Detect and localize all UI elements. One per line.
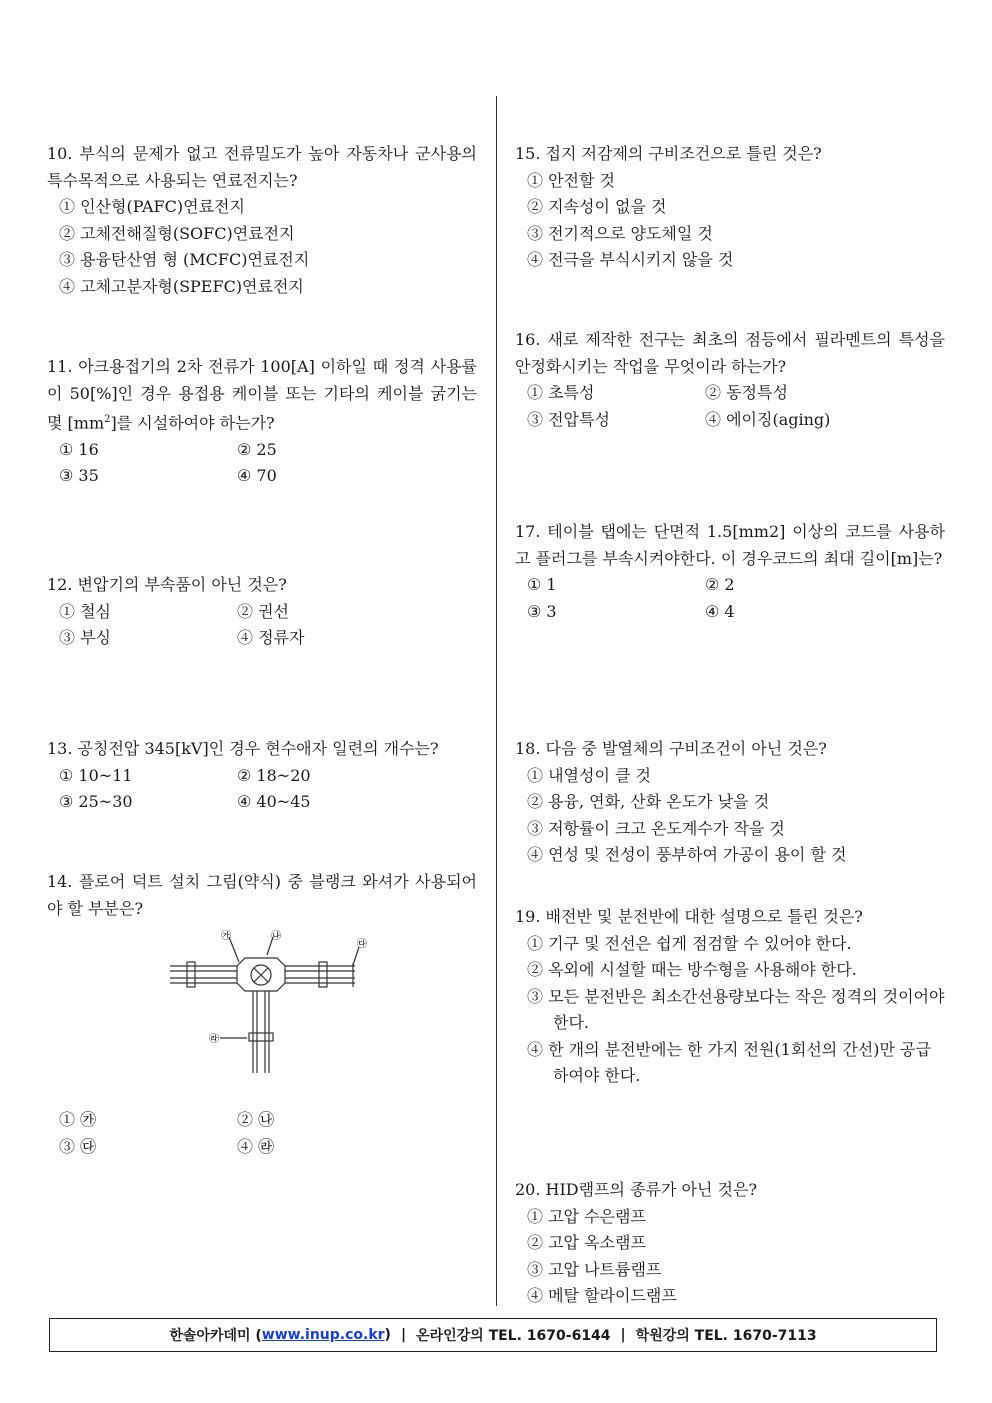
q13-option-2: ② 18~20 (237, 765, 311, 785)
q14-option-4: ④ ㉱ (237, 1136, 275, 1156)
question-19-stem: 19. 배전반 및 분전반에 대한 설명으로 틀린 것은? (515, 907, 863, 926)
q10-option-4: ④ 고체고분자형(SPEFC)연료전지 (59, 276, 304, 296)
q17-option-1: ① 1 (527, 575, 557, 594)
q17-option-3: ③ 3 (527, 601, 557, 621)
question-12 (47, 572, 477, 652)
q13-option-4: ④ 40~45 (237, 792, 311, 811)
q20-option-3: ③ 고압 나트륨램프 (527, 1259, 662, 1279)
question-14-stem: 14. 플로어 덕트 설치 그림(약식) 중 블랭크 와셔가 사용되어야 할 부분은? (47, 872, 477, 918)
footer-academy: 한솔아카데미 ( (169, 1328, 262, 1344)
q14-options-row-1 (47, 1107, 477, 1134)
question-14-options (47, 1107, 477, 1160)
q14-option-1: ① ㉮ (59, 1110, 97, 1129)
fig-label-na: ㉯ (271, 931, 281, 942)
q15-option-2: ② 지속성이 없을 것 (527, 197, 667, 216)
q12-option-4: ④ 정류자 (237, 628, 305, 647)
q16-option-1: ① 초특성 (527, 383, 595, 402)
fig-label-ra: ㉱ (209, 1034, 219, 1045)
question-16-stem: 16. 새로 제작한 전구는 최초의 점등에서 필라멘트의 특성을 안정화시키는 작업을 무엇이라 하는가? (515, 330, 945, 376)
q12-option-2: ② 권선 (237, 601, 289, 621)
q14-option-2: ② ㉯ (237, 1110, 275, 1129)
q19-option-4: ④ 한 개의 분전반에는 한 가지 전원(1회선의 간선)만 공급하여야 한다. (527, 1039, 931, 1085)
q20-option-2: ② 고압 옥소램프 (527, 1233, 646, 1252)
q11-option-2: ② 25 (237, 439, 277, 459)
q18-option-1: ① 내열성이 클 것 (527, 765, 651, 785)
question-19 (515, 904, 945, 1090)
q11-option-3: ③ 35 (59, 466, 99, 486)
q16-options-row-1 (515, 380, 945, 407)
question-18-stem: 18. 다음 중 발열체의 구비조건이 아닌 것은? (515, 739, 827, 758)
q18-option-3: ③ 저항률이 크고 온도계수가 작을 것 (527, 818, 785, 838)
q20-option-1: ① 고압 수은램프 (527, 1206, 646, 1226)
q11-option-4: ④ 70 (237, 466, 277, 486)
question-15-stem: 15. 접지 저감제의 구비조건으로 틀린 것은? (515, 144, 822, 163)
q14-options-row-2 (47, 1134, 477, 1161)
question-17-stem: 17. 테이블 탭에는 단면적 1.5[mm2] 이상의 코드를 사용하고 플러그를 부속시켜야한다. 이 경우코드의 최대 길이[m]는? (515, 522, 945, 568)
q13-options-row-1 (47, 763, 477, 790)
q17-options-row-2 (515, 599, 945, 626)
question-15 (515, 141, 945, 274)
question-12-stem: 12. 변압기의 부속품이 아닌 것은? (47, 575, 287, 594)
question-20 (515, 1177, 945, 1310)
footer-separator-1: | (400, 1327, 407, 1343)
q19-option-3: ③ 모든 분전반은 최소간선용량보다는 작은 정격의 것이어야 한다. (527, 986, 945, 1032)
q12-options-row-1 (47, 599, 477, 626)
question-18 (515, 736, 945, 869)
q16-options-row-2 (515, 407, 945, 434)
footer-online-tel: 온라인강의 TEL. 1670-6144 (416, 1328, 611, 1344)
footer-url-link[interactable]: www.inup.co.kr (261, 1327, 385, 1343)
q10-option-2: ② 고체전해질형(SOFC)연료전지 (59, 223, 295, 243)
question-16 (515, 327, 945, 433)
q12-options-row-2 (47, 625, 477, 652)
fig-label-da: ㉰ (357, 939, 367, 950)
question-11 (47, 354, 477, 490)
q16-option-2: ② 동정특성 (705, 383, 788, 402)
q11-stem-superscript: 2 (104, 414, 111, 425)
q17-options-row-1 (515, 572, 945, 599)
question-14 (47, 869, 477, 922)
q11-options-row-2 (47, 463, 477, 490)
fig-label-ga: ㉮ (221, 931, 231, 942)
q18-option-4: ④ 연성 및 전성이 풍부하여 가공이 용이 할 것 (527, 845, 847, 864)
question-13 (47, 736, 477, 816)
q14-option-3: ③ ㉰ (59, 1136, 97, 1156)
q11-stem-part-b: ]를 시설하여야 하는가? (110, 413, 275, 433)
question-13-stem: 13. 공칭전압 345[kV]인 경우 현수애자 일련의 개수는? (47, 739, 439, 758)
q15-option-3: ③ 전기적으로 양도체일 것 (527, 223, 713, 243)
q19-option-1: ① 기구 및 전선은 쉽게 점검할 수 있어야 한다. (527, 933, 852, 953)
q18-option-2: ② 용융, 연화, 산화 온도가 낮을 것 (527, 792, 770, 811)
floor-duct-figure (165, 925, 375, 1075)
q16-option-4: ④ 에이징(aging) (705, 409, 831, 429)
q17-option-4: ④ 4 (705, 601, 735, 621)
q11-option-1: ① 16 (59, 439, 99, 459)
q19-option-2: ② 옥외에 시설할 때는 방수형을 사용해야 한다. (527, 960, 857, 979)
footer-offline-tel: 학원강의 TEL. 1670-7113 (635, 1328, 817, 1344)
q13-options-row-2 (47, 789, 477, 816)
q10-option-1: ① 인산형(PAFC)연료전지 (59, 197, 245, 216)
page-footer (49, 1318, 937, 1352)
q17-option-2: ② 2 (705, 575, 735, 594)
q10-option-3: ③ 용융탄산염 형 (MCFC)연료전지 (59, 250, 310, 269)
q15-option-1: ① 안전할 것 (527, 170, 615, 190)
q11-options-row-1 (47, 437, 477, 464)
q13-option-1: ① 10~11 (59, 765, 133, 785)
q20-option-4: ④ 메탈 할라이드램프 (527, 1286, 677, 1305)
question-10 (47, 141, 477, 300)
question-11-stem (47, 354, 477, 437)
q13-option-3: ③ 25~30 (59, 792, 133, 811)
q12-option-3: ③ 부싱 (59, 628, 111, 647)
footer-close-paren: ) (384, 1327, 391, 1343)
q15-option-4: ④ 전극을 부식시키지 않을 것 (527, 250, 734, 269)
q12-option-1: ① 철심 (59, 601, 111, 621)
question-20-stem: 20. HID램프의 종류가 아닌 것은? (515, 1180, 758, 1199)
q16-option-3: ③ 전압특성 (527, 409, 610, 429)
question-10-stem: 10. 부식의 문제가 없고 전류밀도가 높아 자동차나 군사용의 특수목적으로 사용되는 연료전지는? (47, 144, 477, 190)
footer-separator-2: | (620, 1327, 626, 1343)
column-divider (496, 96, 497, 1306)
q11-stem-part-a: 11. 아크용접기의 2차 전류가 100[A] 이하일 때 정격 사용률이 50[%]인 경우 용접용 케이블 또는 기타의 케이블 굵기는 몇 [mm (47, 357, 477, 433)
question-17 (515, 519, 945, 625)
